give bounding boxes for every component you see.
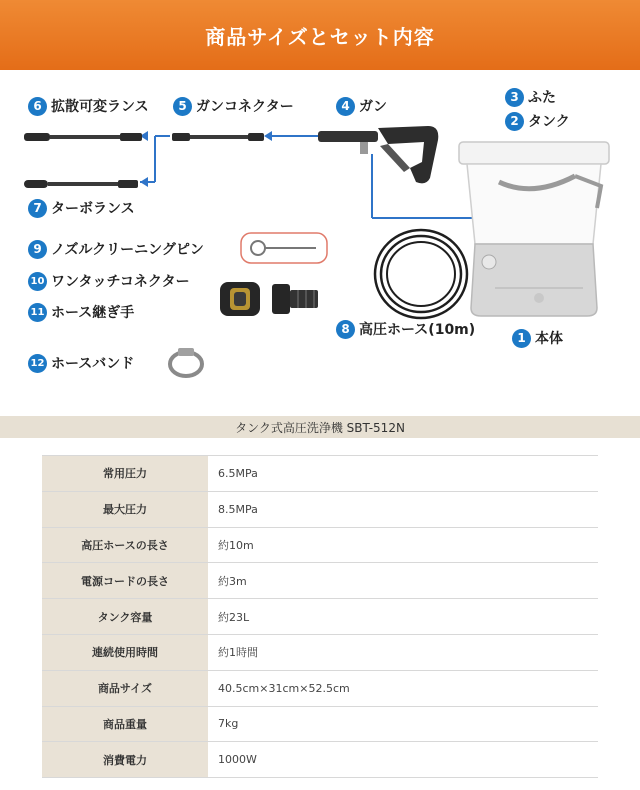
header-banner	[0, 0, 640, 70]
part-label-turbo-lance	[28, 198, 135, 218]
spec-header-title: タンク式高圧洗浄機 SBT-512N	[235, 420, 405, 435]
part-number-badge: 3	[505, 88, 524, 107]
hose-joint-image	[270, 280, 322, 318]
part-name: 高圧ホース(10m)	[359, 322, 476, 338]
part-label-gun	[336, 96, 387, 116]
spray-lance-image	[24, 130, 144, 144]
part-name: ふた	[528, 90, 556, 106]
spec-value: 約23L	[208, 599, 598, 635]
part-number-badge: 1	[512, 329, 531, 348]
spec-key: 商品サイズ	[42, 670, 208, 706]
parts-diagram	[0, 70, 640, 410]
spec-key: 消費電力	[42, 742, 208, 778]
spec-key: 高圧ホースの長さ	[42, 527, 208, 563]
part-name: ターボランス	[51, 201, 135, 217]
spec-value: 7kg	[208, 706, 598, 742]
table-row	[42, 706, 598, 742]
part-label-one-touch-connector	[28, 271, 190, 291]
table-row	[42, 563, 598, 599]
part-name: ワンタッチコネクター	[51, 274, 190, 290]
spec-key: 常用圧力	[42, 456, 208, 492]
spec-key: 電源コードの長さ	[42, 563, 208, 599]
table-row	[42, 599, 598, 635]
part-label-spray-lance	[28, 96, 149, 116]
part-number-badge: 6	[28, 97, 47, 116]
main-unit-image	[455, 138, 615, 322]
spec-key: 連続使用時間	[42, 634, 208, 670]
banner-title: 商品サイズとセット内容	[205, 24, 435, 49]
spec-value: 約3m	[208, 563, 598, 599]
part-label-tank	[505, 111, 570, 131]
spec-key: 最大圧力	[42, 491, 208, 527]
table-row	[42, 634, 598, 670]
part-label-gun-connector	[173, 96, 294, 116]
table-row	[42, 456, 598, 492]
spec-header	[0, 416, 640, 438]
gun-connector-image	[172, 130, 266, 144]
part-number-badge: 9	[28, 240, 47, 259]
spec-value: 1000W	[208, 742, 598, 778]
spec-value: 約1時間	[208, 634, 598, 670]
table-row	[42, 670, 598, 706]
part-number-badge: 5	[173, 97, 192, 116]
part-number-badge: 10	[28, 272, 47, 291]
hose-band-image	[166, 346, 206, 382]
gun-image	[318, 122, 443, 188]
part-number-badge: 12	[28, 354, 47, 373]
part-number-badge: 8	[336, 320, 355, 339]
spec-value: 約10m	[208, 527, 598, 563]
part-name: 拡散可変ランス	[51, 99, 149, 115]
part-name: ホース継ぎ手	[51, 305, 135, 321]
spec-value: 6.5MPa	[208, 456, 598, 492]
spec-table	[42, 455, 598, 778]
part-name: ホースバンド	[51, 356, 135, 372]
part-number-badge: 7	[28, 199, 47, 218]
part-number-badge: 11	[28, 303, 47, 322]
spec-value: 8.5MPa	[208, 491, 598, 527]
part-number-badge: 2	[505, 112, 524, 131]
part-label-cleaning-pin	[28, 239, 204, 259]
part-label-high-pressure-hose	[336, 319, 475, 339]
cleaning-pin-image	[240, 232, 328, 264]
part-label-hose-band	[28, 353, 134, 373]
table-row	[42, 742, 598, 778]
table-row	[42, 527, 598, 563]
part-label-hose-joint	[28, 302, 134, 322]
spec-key: タンク容量	[42, 599, 208, 635]
part-name: タンク	[528, 114, 570, 130]
part-name: 本体	[535, 331, 563, 347]
table-row	[42, 491, 598, 527]
part-name: ガンコネクター	[196, 99, 294, 115]
part-number-badge: 4	[336, 97, 355, 116]
turbo-lance-image	[24, 177, 140, 191]
part-name: ノズルクリーニングピン	[51, 242, 204, 258]
part-name: ガン	[359, 99, 387, 115]
part-label-main-unit	[512, 328, 563, 348]
spec-key: 商品重量	[42, 706, 208, 742]
spec-value: 40.5cm×31cm×52.5cm	[208, 670, 598, 706]
one-touch-connector-image	[218, 280, 262, 318]
part-label-lid	[505, 87, 556, 107]
